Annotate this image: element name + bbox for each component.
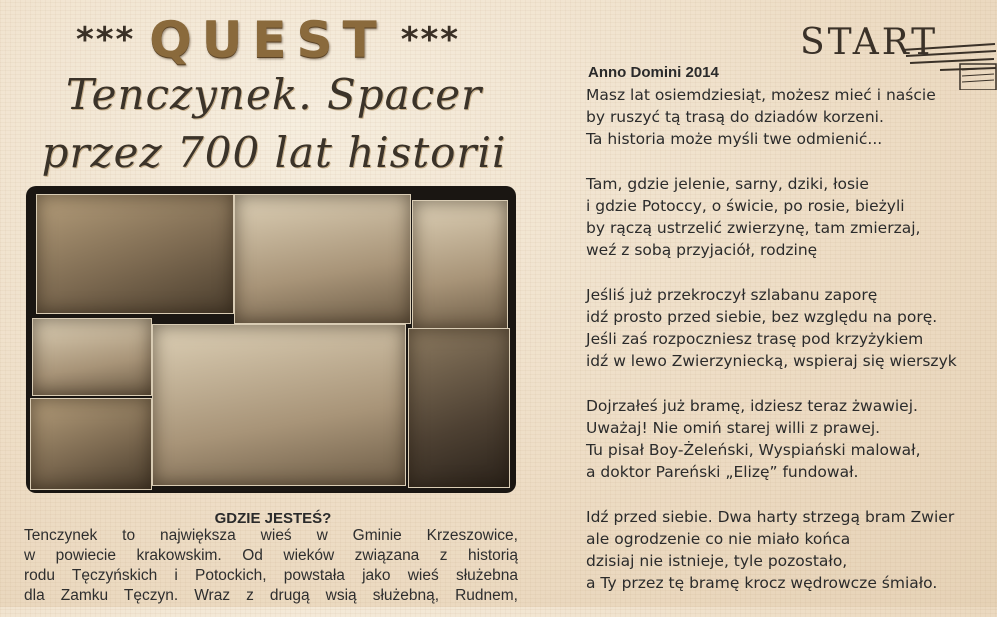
poem-line: Ta historia może myśli twe odmienić...: [586, 130, 883, 149]
poem-line: a Ty przez tę bramę krocz wędrowcze śmiało.: [586, 574, 938, 593]
poem-line: idź w lewo Zwierzyniecką, wspieraj się wierszyk: [586, 352, 957, 371]
poem-line: weź z sobą przyjaciół, rodzinę: [586, 241, 818, 260]
stars-right: ***: [400, 20, 461, 60]
section-heading: GDZIE JESTEŚ?: [214, 510, 332, 527]
start-underline-decoration: [900, 30, 997, 90]
poem-stanza: [586, 284, 997, 373]
poem-line: Jeśliś już przekroczył szlabanu zaporę: [586, 285, 878, 304]
poem-line: a doktor Pareński „Elizę” fundował.: [586, 463, 859, 482]
poem-line: by rączą ustrzelić zwierzynę, tam zmierzaj,: [586, 219, 921, 238]
title-line-1: Tenczynek. Spacer: [65, 70, 483, 119]
photo-village-street: [32, 318, 152, 396]
poem-line: dzisiaj nie istnieje, tyle pozostało,: [586, 551, 848, 570]
poem-heading: Anno Domini 2014: [588, 64, 719, 81]
poem: [586, 84, 997, 617]
poem-line: Tu pisał Boy-Żeleński, Wyspiański malował,: [586, 441, 921, 459]
poem-stanza: [586, 84, 997, 151]
intro-line: w powiecie krakowskim. Od wieków związana z historią: [24, 547, 518, 564]
start-label: START: [800, 22, 939, 63]
poem-line: i gdzie Potoccy, o świcie, po rosie, bieżyli: [586, 196, 905, 215]
poem-stanza: [586, 506, 997, 595]
poem-line: Jeśli zaś rozpoczniesz trasę pod krzyżykiem: [586, 330, 924, 349]
poem-line: Idź przed siebie. Dwa harty strzegą bram Zwier: [586, 507, 955, 526]
poem-line: idź prosto przed siebie, bez względu na porę.: [586, 307, 938, 326]
photo-factory-chimney: [234, 194, 411, 324]
intro-text: [24, 526, 518, 606]
photo-stone-gate: [152, 324, 406, 486]
stars-left: ***: [75, 20, 136, 60]
photo-tree-lined-road: [412, 200, 508, 330]
poem-line: Tam, gdzie jelenie, sarny, dziki, łosie: [586, 174, 869, 193]
title-line-2: przez 700 lat historii: [41, 128, 507, 177]
poem-line: ale ogrodzenie co nie miało końca: [586, 529, 851, 548]
photo-family-group: [30, 398, 152, 490]
poem-line: Uważaj! Nie omiń starej willi z prawej.: [586, 418, 881, 437]
photo-collage: [26, 186, 516, 493]
poem-line: by ruszyć tą trasą do dziadów korzeni.: [586, 108, 884, 127]
intro-line: Tenczynek to największa wieś w Gminie Krzeszowice,: [24, 527, 518, 544]
intro-line: rodu Tęczyńskich i Potockich, powstała jako wieś służebna: [24, 567, 518, 584]
poem-line: Dojrzałeś już bramę, idziesz teraz żwawiej.: [586, 396, 918, 415]
intro-line: dla Zamku Tęczyn. Wraz z drugą wsią służebną, Rudnem,: [24, 587, 518, 604]
poem-stanza: [586, 173, 997, 262]
photo-couple-portrait: [408, 328, 510, 488]
quest-banner: [18, 11, 518, 69]
poem-stanza: [586, 395, 997, 484]
poem-line: Masz lat osiemdziesiąt, możesz mieć i naście: [586, 86, 936, 104]
photo-procession: [36, 194, 234, 314]
quest-heading: QUEST: [149, 11, 387, 69]
